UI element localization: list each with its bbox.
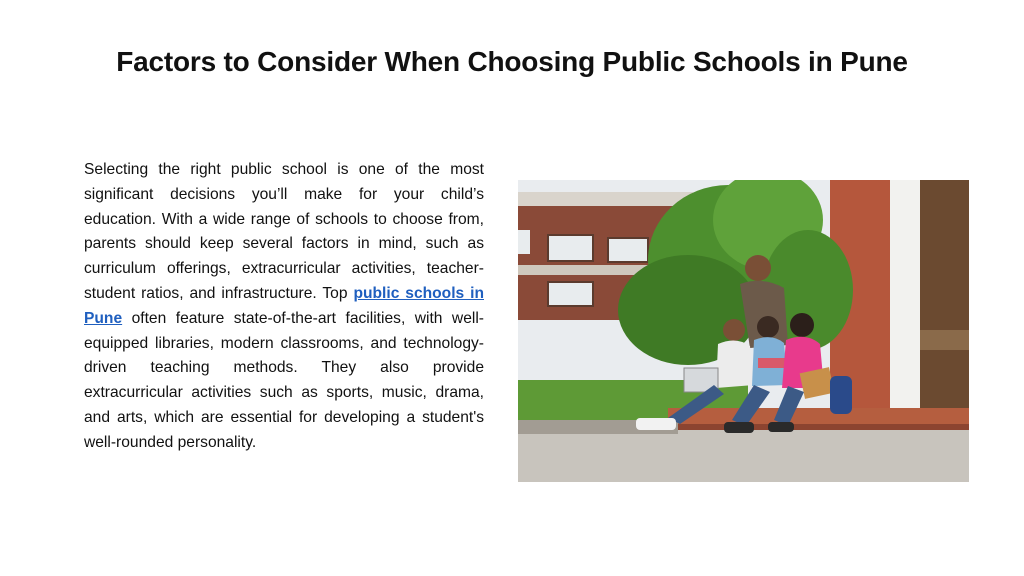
body-paragraph: [84, 158, 484, 456]
paragraph-text-before-link: Selecting the right public school is one of the most significant decisions you’ll make for your child’s education. With a wide range of schools to choose from, parents should keep several factors in mind, such as curriculum offerings, extracurricular activities, teacher-student ratios, and infrastructure. Top: [84, 161, 484, 302]
slide-title: Factors to Consider When Choosing Public Schools in Pune: [116, 46, 908, 77]
public-schools-link[interactable]: public schools in Pune: [84, 284, 484, 327]
students-photo: [518, 180, 969, 482]
paragraph-text-after-link: often feature state-of-the-art facilities, with well-equipped libraries, modern classrooms, and technology-driven teaching methods. They also provide extracurricular activities such as sports, music, drama, and arts, which are essential for developing a student's well-rounded personality.: [84, 309, 484, 451]
